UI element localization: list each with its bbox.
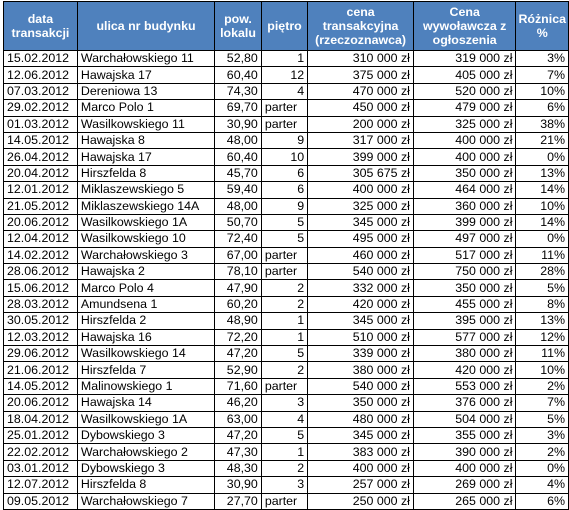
table-row (4, 411, 569, 427)
cell-ask: 577 000 zł (413, 329, 516, 345)
cell-area: 30,90 (215, 477, 262, 493)
table-row (4, 182, 569, 198)
cell-area: 47,30 (215, 444, 262, 460)
cell-area: 50,70 (215, 214, 262, 230)
cell-diff: 2% (516, 378, 569, 394)
cell-diff: 0% (516, 149, 569, 165)
cell-floor: 5 (261, 346, 307, 362)
cell-date: 09.05.2012 (4, 493, 78, 509)
cell-area: 63,00 (215, 411, 262, 427)
table-row (4, 51, 569, 67)
cell-price: 540 000 zł (308, 264, 414, 280)
cell-street: Wasilkowskiego 1A (77, 214, 214, 230)
cell-diff: 11% (516, 247, 569, 263)
cell-ask: 497 000 zł (413, 231, 516, 247)
cell-area: 48,30 (215, 460, 262, 476)
cell-area: 74,30 (215, 83, 262, 99)
cell-diff: 38% (516, 116, 569, 132)
cell-date: 12.04.2012 (4, 231, 78, 247)
cell-area: 60,40 (215, 149, 262, 165)
cell-floor: 2 (261, 362, 307, 378)
cell-ask: 400 000 zł (413, 149, 516, 165)
cell-floor: 3 (261, 395, 307, 411)
cell-date: 25.01.2012 (4, 427, 78, 443)
cell-area: 60,20 (215, 296, 262, 312)
cell-ask: 504 000 zł (413, 411, 516, 427)
cell-street: Hawajska 16 (77, 329, 214, 345)
cell-price: 257 000 zł (308, 477, 414, 493)
table-row (4, 198, 569, 214)
cell-date: 15.02.2012 (4, 51, 78, 67)
cell-ask: 355 000 zł (413, 427, 516, 443)
table-row (4, 100, 569, 116)
cell-street: Warchałowskiego 3 (77, 247, 214, 263)
table-row (4, 214, 569, 230)
cell-street: Wasilkowskiego 11 (77, 116, 214, 132)
cell-street: Dybowskiego 3 (77, 427, 214, 443)
cell-street: Warchałowskiego 7 (77, 493, 214, 509)
cell-ask: 395 000 zł (413, 313, 516, 329)
cell-area: 60,40 (215, 67, 262, 83)
cell-ask: 269 000 zł (413, 477, 516, 493)
cell-floor: parter (261, 493, 307, 509)
table-row (4, 83, 569, 99)
header-row (4, 2, 569, 51)
cell-floor: parter (261, 378, 307, 394)
cell-area: 71,60 (215, 378, 262, 394)
cell-floor: 5 (261, 231, 307, 247)
cell-date: 07.03.2012 (4, 83, 78, 99)
cell-price: 540 000 zł (308, 378, 414, 394)
cell-diff: 6% (516, 100, 569, 116)
cell-floor: 2 (261, 296, 307, 312)
cell-street: Hirszfelda 7 (77, 362, 214, 378)
cell-floor: 6 (261, 165, 307, 181)
cell-ask: 350 000 zł (413, 280, 516, 296)
cell-price: 332 000 zł (308, 280, 414, 296)
cell-ask: 455 000 zł (413, 296, 516, 312)
cell-floor: 6 (261, 182, 307, 198)
table-header (4, 2, 569, 51)
table-row (4, 329, 569, 345)
cell-street: Hirszfelda 8 (77, 165, 214, 181)
cell-floor: 5 (261, 427, 307, 443)
cell-area: 48,00 (215, 132, 262, 148)
cell-date: 22.02.2012 (4, 444, 78, 460)
cell-area: 45,70 (215, 165, 262, 181)
cell-floor: parter (261, 100, 307, 116)
cell-area: 46,20 (215, 395, 262, 411)
cell-date: 14.02.2012 (4, 247, 78, 263)
table-row (4, 362, 569, 378)
cell-price: 317 000 zł (308, 132, 414, 148)
cell-price: 460 000 zł (308, 247, 414, 263)
cell-diff: 7% (516, 67, 569, 83)
cell-floor: parter (261, 264, 307, 280)
cell-price: 345 000 zł (308, 427, 414, 443)
cell-ask: 350 000 zł (413, 165, 516, 181)
cell-street: Malinowskiego 1 (77, 378, 214, 394)
cell-diff: 10% (516, 198, 569, 214)
cell-diff: 11% (516, 346, 569, 362)
cell-area: 52,80 (215, 51, 262, 67)
cell-floor: 4 (261, 411, 307, 427)
cell-diff: 0% (516, 231, 569, 247)
cell-ask: 405 000 zł (413, 67, 516, 83)
table-row (4, 116, 569, 132)
cell-date: 30.05.2012 (4, 313, 78, 329)
cell-price: 495 000 zł (308, 231, 414, 247)
table-row (4, 149, 569, 165)
cell-ask: 400 000 zł (413, 132, 516, 148)
cell-street: Hawajska 17 (77, 67, 214, 83)
cell-diff: 10% (516, 362, 569, 378)
header-street: ulica nr budynku (77, 2, 214, 51)
cell-price: 325 000 zł (308, 198, 414, 214)
cell-date: 29.02.2012 (4, 100, 78, 116)
cell-street: Wasilkowskiego 1A (77, 411, 214, 427)
table-row (4, 460, 569, 476)
header-date: data transakcji (4, 2, 78, 51)
cell-ask: 750 000 zł (413, 264, 516, 280)
cell-date: 01.03.2012 (4, 116, 78, 132)
table-body (4, 51, 569, 510)
cell-street: Hirszfelda 2 (77, 313, 214, 329)
cell-date: 14.05.2012 (4, 378, 78, 394)
cell-area: 69,70 (215, 100, 262, 116)
table-row (4, 427, 569, 443)
cell-price: 380 000 zł (308, 362, 414, 378)
cell-floor: 9 (261, 132, 307, 148)
cell-street: Miklaszewskiego 5 (77, 182, 214, 198)
cell-floor: 1 (261, 329, 307, 345)
cell-price: 400 000 zł (308, 182, 414, 198)
cell-ask: 420 000 zł (413, 362, 516, 378)
table-row (4, 477, 569, 493)
cell-floor: parter (261, 116, 307, 132)
cell-price: 400 000 zł (308, 460, 414, 476)
cell-diff: 4% (516, 477, 569, 493)
cell-street: Amundsena 1 (77, 296, 214, 312)
cell-diff: 21% (516, 132, 569, 148)
cell-diff: 0% (516, 460, 569, 476)
cell-floor: 1 (261, 51, 307, 67)
cell-price: 375 000 zł (308, 67, 414, 83)
cell-ask: 464 000 zł (413, 182, 516, 198)
cell-date: 26.04.2012 (4, 149, 78, 165)
cell-price: 510 000 zł (308, 329, 414, 345)
cell-street: Warchałowskiego 11 (77, 51, 214, 67)
cell-date: 14.05.2012 (4, 132, 78, 148)
cell-date: 21.06.2012 (4, 362, 78, 378)
cell-floor: 3 (261, 477, 307, 493)
table-row (4, 395, 569, 411)
cell-floor: 1 (261, 313, 307, 329)
table-row (4, 280, 569, 296)
cell-area: 78,10 (215, 264, 262, 280)
cell-floor: 1 (261, 444, 307, 460)
cell-area: 72,20 (215, 329, 262, 345)
cell-diff: 7% (516, 395, 569, 411)
cell-street: Hirszfelda 8 (77, 477, 214, 493)
cell-floor: 5 (261, 214, 307, 230)
cell-price: 350 000 zł (308, 395, 414, 411)
cell-diff: 6% (516, 493, 569, 509)
cell-diff: 3% (516, 51, 569, 67)
cell-diff: 28% (516, 264, 569, 280)
cell-ask: 553 000 zł (413, 378, 516, 394)
cell-price: 383 000 zł (308, 444, 414, 460)
cell-ask: 360 000 zł (413, 198, 516, 214)
cell-street: Hawajska 14 (77, 395, 214, 411)
cell-price: 470 000 zł (308, 83, 414, 99)
cell-area: 47,20 (215, 427, 262, 443)
table-container (3, 1, 569, 510)
table-row (4, 264, 569, 280)
cell-area: 30,90 (215, 116, 262, 132)
cell-price: 310 000 zł (308, 51, 414, 67)
cell-date: 12.06.2012 (4, 67, 78, 83)
cell-floor: 4 (261, 83, 307, 99)
cell-diff: 5% (516, 411, 569, 427)
cell-area: 67,00 (215, 247, 262, 263)
cell-area: 52,90 (215, 362, 262, 378)
cell-ask: 400 000 zł (413, 460, 516, 476)
cell-diff: 8% (516, 296, 569, 312)
header-diff: Różnica % (516, 2, 569, 51)
cell-street: Dybowskiego 3 (77, 460, 214, 476)
cell-ask: 479 000 zł (413, 100, 516, 116)
cell-street: Dereniowa 13 (77, 83, 214, 99)
cell-date: 18.04.2012 (4, 411, 78, 427)
cell-date: 20.06.2012 (4, 214, 78, 230)
cell-diff: 13% (516, 165, 569, 181)
cell-price: 420 000 zł (308, 296, 414, 312)
cell-date: 12.03.2012 (4, 329, 78, 345)
cell-price: 339 000 zł (308, 346, 414, 362)
cell-floor: parter (261, 247, 307, 263)
cell-diff: 12% (516, 329, 569, 345)
cell-diff: 5% (516, 280, 569, 296)
header-area: pow. lokalu (215, 2, 262, 51)
header-price: cena transakcyjna (rzeczoznawca) (308, 2, 414, 51)
cell-date: 12.01.2012 (4, 182, 78, 198)
cell-street: Hawajska 17 (77, 149, 214, 165)
table-row (4, 296, 569, 312)
cell-date: 20.06.2012 (4, 395, 78, 411)
table-row (4, 444, 569, 460)
transactions-table (3, 1, 569, 510)
cell-price: 480 000 zł (308, 411, 414, 427)
cell-floor: 12 (261, 67, 307, 83)
table-row (4, 346, 569, 362)
cell-date: 03.01.2012 (4, 460, 78, 476)
cell-diff: 10% (516, 83, 569, 99)
cell-diff: 2% (516, 444, 569, 460)
cell-price: 345 000 zł (308, 313, 414, 329)
cell-diff: 14% (516, 214, 569, 230)
cell-street: Wasilkowskiego 14 (77, 346, 214, 362)
cell-floor: 2 (261, 280, 307, 296)
cell-floor: 9 (261, 198, 307, 214)
cell-ask: 517 000 zł (413, 247, 516, 263)
cell-area: 72,40 (215, 231, 262, 247)
cell-area: 47,90 (215, 280, 262, 296)
cell-date: 20.04.2012 (4, 165, 78, 181)
cell-price: 450 000 zł (308, 100, 414, 116)
table-row (4, 231, 569, 247)
cell-floor: 10 (261, 149, 307, 165)
cell-date: 29.06.2012 (4, 346, 78, 362)
cell-ask: 520 000 zł (413, 83, 516, 99)
cell-area: 47,20 (215, 346, 262, 362)
cell-price: 345 000 zł (308, 214, 414, 230)
cell-date: 12.07.2012 (4, 477, 78, 493)
cell-area: 48,00 (215, 198, 262, 214)
cell-price: 200 000 zł (308, 116, 414, 132)
cell-street: Marco Polo 1 (77, 100, 214, 116)
header-floor: piętro (261, 2, 307, 51)
cell-street: Miklaszewskiego 14A (77, 198, 214, 214)
table-row (4, 313, 569, 329)
cell-ask: 376 000 zł (413, 395, 516, 411)
cell-date: 28.06.2012 (4, 264, 78, 280)
cell-ask: 265 000 zł (413, 493, 516, 509)
cell-ask: 319 000 zł (413, 51, 516, 67)
cell-area: 27,70 (215, 493, 262, 509)
table-row (4, 165, 569, 181)
cell-date: 21.05.2012 (4, 198, 78, 214)
cell-area: 59,40 (215, 182, 262, 198)
cell-date: 28.03.2012 (4, 296, 78, 312)
cell-price: 250 000 zł (308, 493, 414, 509)
cell-ask: 380 000 zł (413, 346, 516, 362)
cell-price: 399 000 zł (308, 149, 414, 165)
cell-date: 15.06.2012 (4, 280, 78, 296)
cell-street: Warchałowskiego 2 (77, 444, 214, 460)
table-row (4, 378, 569, 394)
cell-street: Hawajska 8 (77, 132, 214, 148)
cell-ask: 390 000 zł (413, 444, 516, 460)
cell-diff: 3% (516, 427, 569, 443)
cell-diff: 13% (516, 313, 569, 329)
cell-street: Marco Polo 4 (77, 280, 214, 296)
cell-ask: 325 000 zł (413, 116, 516, 132)
cell-street: Wasilkowskiego 10 (77, 231, 214, 247)
cell-diff: 14% (516, 182, 569, 198)
cell-floor: 2 (261, 460, 307, 476)
cell-area: 48,90 (215, 313, 262, 329)
cell-ask: 399 000 zł (413, 214, 516, 230)
table-row (4, 247, 569, 263)
cell-street: Hawajska 2 (77, 264, 214, 280)
table-row (4, 132, 569, 148)
header-ask: Cena wywoławcza z ogłoszenia (413, 2, 516, 51)
cell-price: 305 675 zł (308, 165, 414, 181)
table-row (4, 67, 569, 83)
